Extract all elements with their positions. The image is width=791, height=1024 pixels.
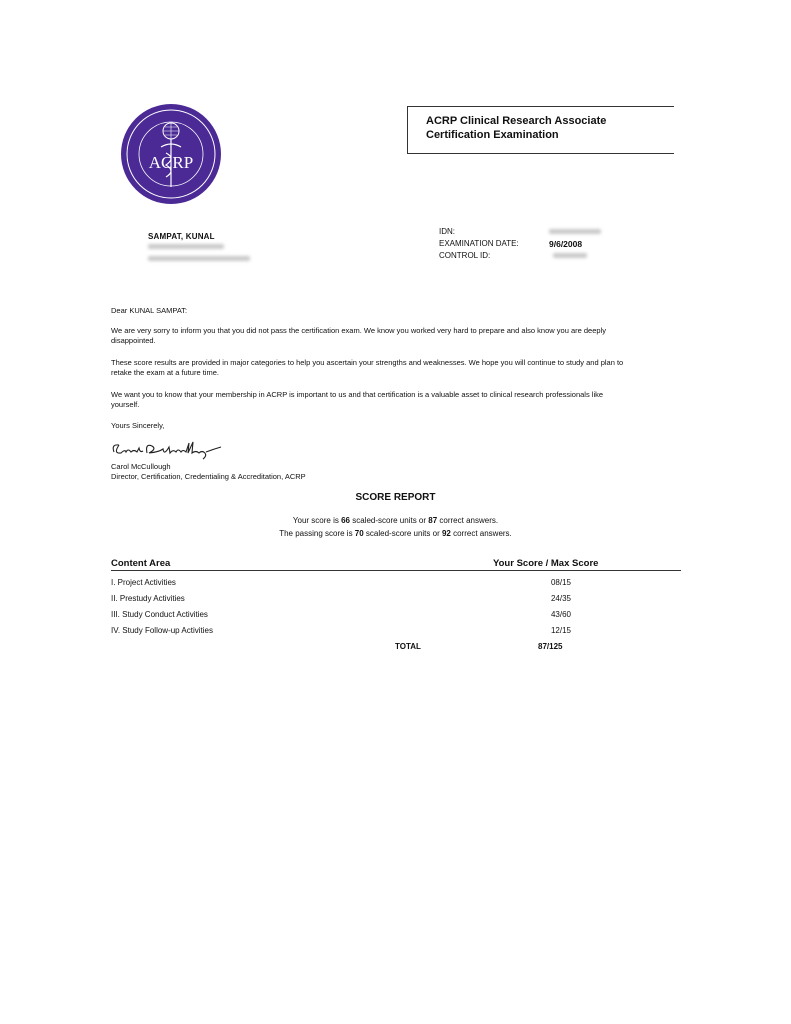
signer-title: Director, Certification, Credentialing & Accreditation, ACRP [111, 472, 306, 481]
table-row [111, 594, 581, 605]
exam-title-line1: ACRP Clinical Research Associate [426, 115, 607, 127]
row-label: II. Prestudy Activities [111, 594, 185, 603]
total-label: TOTAL [395, 642, 421, 651]
table-row [111, 626, 581, 637]
acrp-seal-logo [120, 103, 222, 205]
signer-name: Carol McCullough [111, 462, 171, 471]
row-score: 12/15 [550, 626, 572, 635]
salutation: Dear KUNAL SAMPAT: [111, 306, 188, 315]
content-area-header: Content Area [111, 558, 171, 569]
exam-date-label: EXAMINATION DATE: [439, 239, 519, 248]
row-label: III. Study Conduct Activities [111, 610, 208, 619]
score-header: Your Score / Max Score [493, 558, 599, 569]
redacted-address-line1 [148, 244, 224, 249]
letter-paragraph-3: We want you to know that your membership in ACRP is important to us and that certification is a valuable asset to clinical research professionals like yourself. [111, 390, 604, 409]
exam-title-line2: Certification Examination [426, 129, 559, 141]
letter-paragraph-1: We are very sorry to inform you that you did not pass the certification exam. We know you worked very hard to prepare and also know you are deeply disappointed. [111, 326, 606, 345]
exam-title-box [407, 106, 674, 154]
recipient-name: SAMPAT, KUNAL [148, 232, 215, 241]
letter-paragraph-2: These score results are provided in major categories to help you ascertain your strengths and weaknesses. We hope you will continue to study and plan to retake the exam at a future time. [111, 358, 624, 377]
redacted-address-line2 [148, 256, 250, 261]
redacted-idn [549, 229, 601, 234]
exam-date-value: 9/6/2008 [549, 239, 583, 249]
seal-text: ACRP [148, 153, 194, 172]
score-report-title: SCORE REPORT [355, 492, 436, 503]
control-id-label: CONTROL ID: [439, 251, 491, 260]
your-score-line: Your score is 66 scaled-score units or 87 correct answers. [292, 516, 499, 525]
closing: Yours Sincerely, [111, 421, 165, 430]
redacted-control-id [553, 253, 587, 258]
table-row [111, 610, 581, 621]
header-rule [111, 570, 681, 571]
row-score: 24/35 [550, 594, 572, 603]
row-label: IV. Study Follow-up Activities [111, 626, 213, 635]
row-label: I. Project Activities [111, 578, 176, 587]
row-score: 43/60 [550, 610, 572, 619]
total-value: 87/125 [538, 642, 563, 651]
passing-score-line: The passing score is 70 scaled-score units or 92 correct answers. [279, 529, 512, 538]
exam-info-labels [439, 226, 519, 262]
idn-label: IDN: [439, 227, 455, 236]
table-row [111, 578, 581, 589]
row-score: 08/15 [550, 578, 572, 587]
